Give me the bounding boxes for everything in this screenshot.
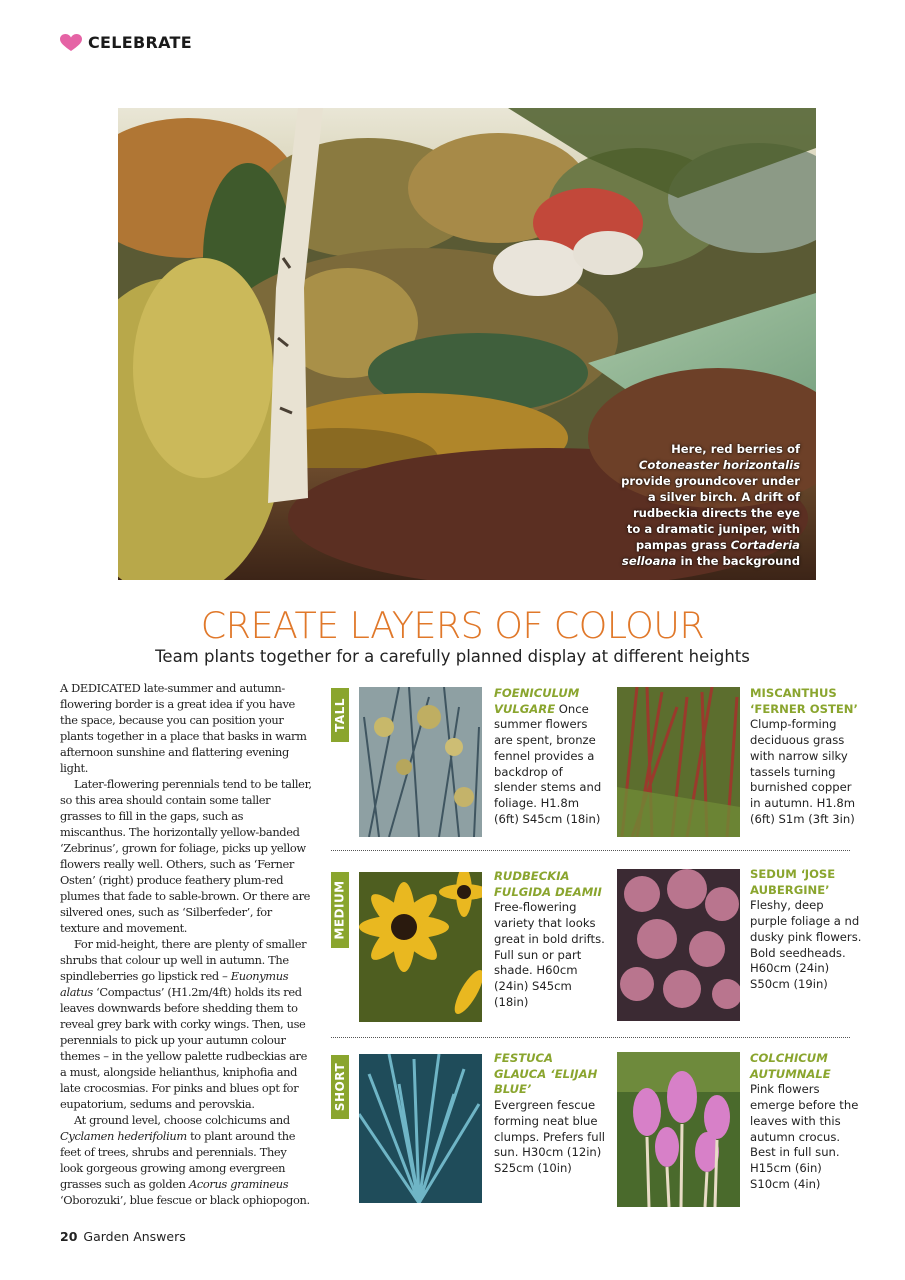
- section-tag: [60, 33, 192, 52]
- plant-description: Once summer flowers are spent, bronze fennel provides a backdrop of slender stems and foliage. H1.8m (6ft) S45cm (18in): [494, 701, 602, 826]
- plant-entry-festuca: [494, 1051, 606, 1177]
- paragraph: For mid-height, there are plenty of smaller shrubs that colour up well in autumn. The spindleberries go lipstick red – Euonymus alatus ‘Compactus’ (H1.2m/4ft) holds its red leaves downwards before shedding them to reveal grey bark with corky wings. Then, use perennials to pick up your autumn colour themes – in the yellow palette rudbeckias are a must, alongside helianthus, kniphofia and late crocosmias. For pinks and blues opt for eupatorium, sedums and perovskia.: [60, 937, 308, 1111]
- heart-icon: [60, 34, 82, 52]
- caption-line: Cortaderia: [730, 538, 800, 552]
- caption-line: selloana: [621, 554, 677, 568]
- plant-description: Pink flowers emerge before the leaves with this autumn crocus. Best in full sun. H15cm (6in) S10cm (4in): [750, 1082, 859, 1191]
- rudbeckia-photo: [359, 872, 482, 1022]
- plant-name: SEDUM ‘JOSE AUBERGINE’: [750, 867, 836, 897]
- page-number: 20: [60, 1229, 78, 1244]
- body-text: [60, 680, 312, 1208]
- plant-entry-colchicum: [750, 1051, 862, 1192]
- colchicum-photo: [617, 1052, 740, 1207]
- standfirst: Team plants together for a carefully planned display at different heights: [155, 647, 750, 666]
- sedum-photo: [617, 869, 740, 1021]
- paragraph: Later-flowering perennials tend to be taller, so this area should contain some taller grasses to fill in the gaps, such as miscanthus. The horizontally yellow-banded ‘Zebrinus’, grown for foliage, picks up yellow flowers really well. Others, such as ‘Ferner Osten’ (right) produce feathery plum-red plumes that fade to sable-brown. Or there are silvered ones, such as ‘Silberfeder’, for texture and movement.: [60, 777, 312, 935]
- plant-name: MISCANTHUS ‘FERNER OSTEN’: [750, 686, 858, 716]
- paragraph: At ground level, choose colchicums and Cyclamen hederifolium to plant around the feet of trees, shrubs and perennials. They look gorgeous growing among evergreen grasses such as golden Acorus gramineus ‘Oborozuki’, blue fescue or black ophiopogon.: [60, 1113, 310, 1207]
- plant-description: Free-flowering variety that looks great in bold drifts. Full sun or part shade. H60cm (24in) S45cm (18in): [494, 900, 605, 1009]
- plant-name: FESTUCA GLAUCA ‘ELIJAH BLUE’: [494, 1051, 598, 1097]
- plant-description: Evergreen fescue forming neat blue clumps. Prefers full sun. H30cm (12in) S25cm (10in): [494, 1098, 606, 1175]
- tier-label-medium: MEDIUM: [331, 872, 349, 948]
- magazine-name: Garden Answers: [83, 1229, 186, 1244]
- plant-entry-sedum: [750, 867, 862, 993]
- caption-line: pampas grass: [635, 538, 731, 552]
- caption-line: Cotoneaster horizontalis: [638, 458, 800, 472]
- miscanthus-photo: [617, 687, 740, 837]
- plant-entry-foeniculum: [494, 686, 606, 827]
- paragraph: A DEDICATED late-summer and autumn-flowering border is a great idea if you have the space, because you can position your plants together in a place that basks in warm afternoon sunshine and flattering evening light.: [60, 681, 307, 775]
- caption-line: to a dramatic juniper, with: [626, 522, 800, 536]
- caption-line: Here, red berries of: [671, 442, 800, 456]
- caption-line: rudbeckia directs the eye: [632, 506, 800, 520]
- caption-line: in the background: [676, 554, 800, 568]
- caption-line: a silver birch. A drift of: [647, 490, 800, 504]
- festuca-photo: [359, 1054, 482, 1203]
- plant-description: Fleshy, deep purple foliage a nd dusky pink flowers. Bold seedheads. H60cm (24in) S50cm (19in): [750, 898, 862, 991]
- plant-name: RUDBECKIA FULGIDA DEAMII: [494, 869, 602, 899]
- hero-photo: [118, 108, 816, 580]
- plant-description: Clump-forming deciduous grass with narrow silky tassels turning burnished copper in autumn. H1.8m (6ft) S1m (3ft 3in): [750, 717, 856, 826]
- hero-caption: [614, 441, 800, 569]
- page-title: CREATE LAYERS OF COLOUR: [200, 604, 705, 647]
- plant-name: COLCHICUM AUTUMNALE: [750, 1051, 831, 1081]
- tier-divider: [331, 1037, 850, 1038]
- tier-label-tall: TALL: [331, 688, 349, 742]
- plant-entry-miscanthus: [750, 686, 862, 827]
- plant-entry-rudbeckia: [494, 869, 606, 1010]
- tier-label-short: SHORT: [331, 1055, 349, 1119]
- plant-name: FOENICULUM VULGARE: [494, 686, 580, 716]
- tier-divider: [331, 850, 850, 851]
- foeniculum-photo: [359, 687, 482, 837]
- section-label: CELEBRATE: [88, 33, 192, 52]
- page-footer: [60, 1229, 186, 1244]
- caption-line: provide groundcover under: [621, 474, 800, 488]
